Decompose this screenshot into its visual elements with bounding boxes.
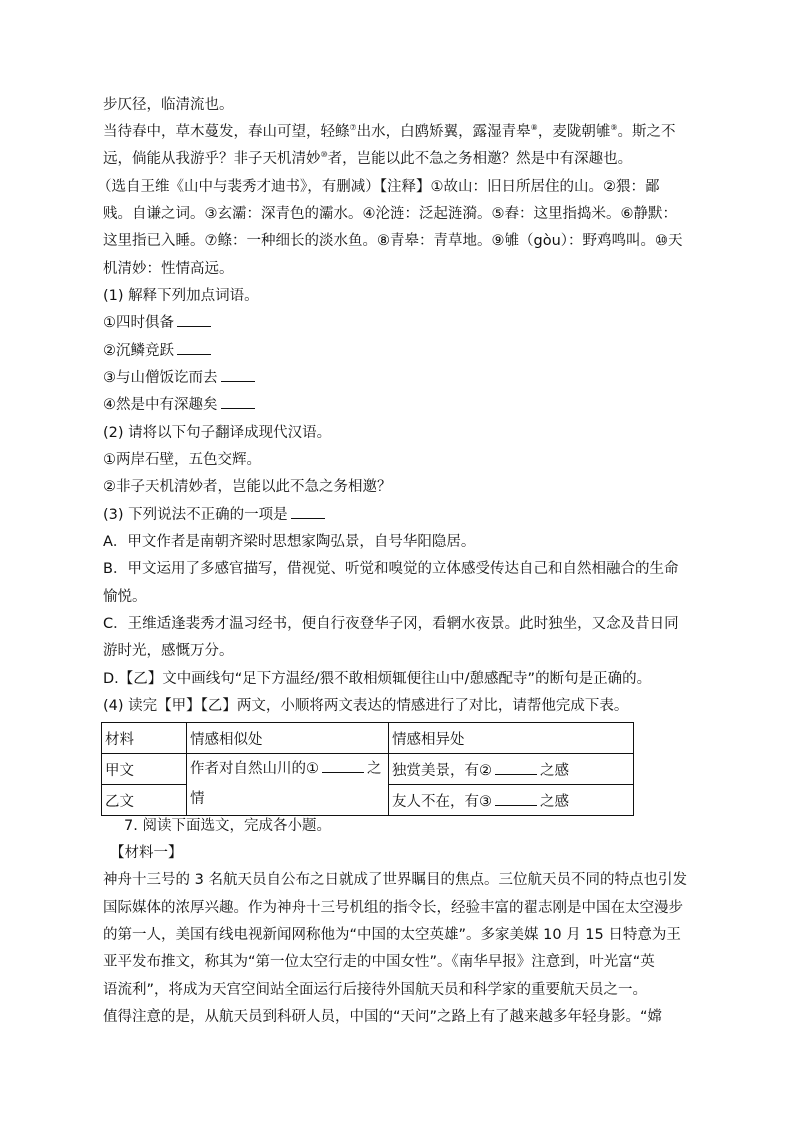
- table-cell: 友人不在，有③ 之感: [389, 785, 634, 816]
- answer-blank[interactable]: [221, 394, 255, 409]
- table-header-cell: 情感相似处: [187, 723, 389, 754]
- text-line: 神舟十三号的 3 名航天员自公布之日就成了世界瞩目的焦点。三位航天员不同的特点也引发: [103, 872, 687, 888]
- question-item: ②沉鳞竞跃: [103, 338, 693, 365]
- answer-blank[interactable]: [177, 312, 211, 327]
- answer-blank[interactable]: [221, 367, 255, 382]
- question-7-heading: 7. 阅读下面选文，完成各小题。: [124, 818, 331, 834]
- table-cell: 独赏美景，有② 之感: [389, 754, 634, 785]
- answer-blank[interactable]: [177, 340, 211, 355]
- answer-blank[interactable]: [495, 791, 537, 806]
- text-line: 语流利”，将成为天宫空间站全面运行后接待外国航天员和科学家的重要航天员之一。: [103, 982, 648, 998]
- answer-blank[interactable]: [291, 504, 325, 519]
- table-header-cell: 情感相异处: [389, 723, 634, 754]
- answer-blank[interactable]: [495, 760, 537, 775]
- table-cell: 甲文: [102, 754, 187, 785]
- option-d: D.【乙】文中画线句“足下方温经/猥不敢相烦辄便往山中/憩感配寺”的断句是正确的。: [103, 671, 652, 687]
- table-cell-similarity: 作者对自然山川的① 之 情: [187, 754, 389, 816]
- table-header-cell: 材料: [102, 723, 187, 754]
- section-heading: 【材料一】: [110, 845, 183, 861]
- question-2-prompt: (2) 请将以下句子翻译成现代汉语。: [103, 425, 332, 441]
- footnote-mark: ⑧: [530, 123, 538, 133]
- question-item: ③与山僧饭讫而去: [103, 365, 693, 392]
- notes-line: 贱。自谦之词。③玄灞：深青色的灞水。④沦涟：泛起涟漪。⑤舂：这里指捣米。⑥静默：: [103, 206, 677, 222]
- table-row: [102, 754, 634, 785]
- text-line: 值得注意的是，从航天员到科研人员，中国的“天问”之路上有了越来越多年轻身影。“嫦: [103, 1009, 663, 1025]
- footnote-mark: ⑦: [349, 123, 357, 133]
- notes-line: 这里指已入睡。⑦鲦：一种细长的淡水鱼。⑧青皋：青草地。⑨雊（gòu）：野鸡鸣叫。⑩天: [103, 233, 683, 249]
- notes-line: 机清妙：性情高远。: [103, 261, 234, 277]
- source-notes-line: （选自王维《山中与裴秀才迪书》，有删减）【注释】①故山：旧日所居住的山。②猥：鄙: [97, 179, 660, 195]
- option-a: A．甲文作者是南朝齐梁时思想家陶弘景，自号华阳隐居。: [103, 534, 476, 550]
- option-c: C．王维适逢裴秀才温习经书，便自行夜登华子冈，看辋水夜景。此时独坐，又念及昔日同: [103, 616, 679, 632]
- text-line: 亚平发布推文，称其为“第一位太空行走的中国女性”。《南华早报》注意到，叶光富“英: [103, 954, 655, 970]
- footnote-mark: ⑨: [610, 123, 618, 133]
- text-line: 步仄径，临清流也。: [103, 97, 234, 113]
- table-cell: 乙文: [102, 785, 187, 816]
- comparison-table: [101, 722, 634, 816]
- text-line: 远，倘能从我游乎？非子天机清妙⑩者，岂能以此不急之务相邀？然是中有深趣也。: [103, 150, 633, 167]
- text-line: 国际媒体的浓厚兴趣。作为神舟十三号机组的指令长，经验丰富的翟志刚是中国在太空漫步: [103, 900, 683, 916]
- question-item: ①两岸石壁，五色交辉。: [103, 452, 261, 468]
- question-4-prompt: (4) 读完【甲】【乙】两文，小顺将两文表达的情感进行了对比，请帮他完成下表。: [103, 698, 629, 714]
- footnote-mark: ⑩: [320, 150, 328, 160]
- text-line: 的第一人，美国有线电视新闻网称他为“中国的太空英雄”。多家美媒 10 月 15 日特意为王: [103, 927, 681, 943]
- option-b-cont: 愉悦。: [103, 589, 147, 605]
- question-1-prompt: (1) 解释下列加点词语。: [103, 288, 259, 304]
- text-line: 当待春中，草木蔓发，春山可望，轻鲦⑦出水，白鸥矫翼，露湿青皋⑧，麦陇朝雊⑨。斯之不: [103, 123, 676, 140]
- table-header-row: [102, 723, 634, 754]
- question-item: ②非子天机清妙者，岂能以此不急之务相邀？: [103, 479, 392, 495]
- question-3-prompt: (3) 下列说法不正确的一项是: [103, 502, 693, 529]
- question-item: ④然是中有深趣矣: [103, 392, 693, 419]
- question-item: ①四时俱备: [103, 310, 693, 337]
- option-c-cont: 游时光，感慨万分。: [103, 643, 234, 659]
- answer-blank[interactable]: [322, 758, 364, 773]
- option-b: B．甲文运用了多感官描写，借视觉、听觉和嗅觉的立体感受传达自己和自然相融合的生命: [103, 561, 679, 577]
